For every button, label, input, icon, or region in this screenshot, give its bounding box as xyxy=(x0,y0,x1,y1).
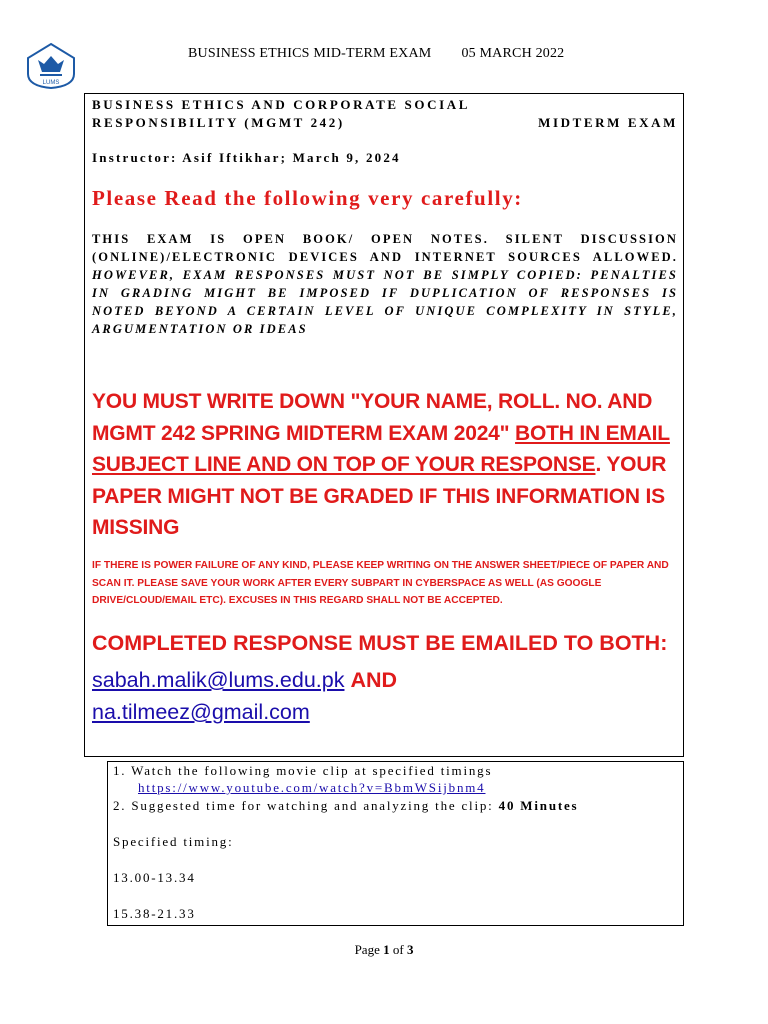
power-failure-notice: IF THERE IS POWER FAILURE OF ANY KIND, PLEASE KEEP WRITING ON THE ANSWER SHEET/PIECE OF PAPER AND SCAN IT. PLEASE SAVE YOUR WORK AFTER EVERY SUBPART IN CYBERSPACE AS WELL (AS GOOGLE DRIVE/CLOUD/EMAIL ETC). EXCUSES IN THIS REGARD SHALL NOT BE ACCEPTED. xyxy=(92,560,669,606)
rules-italic: HOWEVER, EXAM RESPONSES MUST NOT BE SIMPLY COPIED: PENALTIES IN GRADING MIGHT BE IMPOSED IF DUPLICATION OF RESPONSES IS NOTED BEYOND A CERTAIN LEVEL OF UNIQUE COMPLEXITY IN STYLE, ARGUMENTATION OR IDEAS xyxy=(92,268,678,336)
email-recipients xyxy=(92,664,397,728)
page-number: 1 xyxy=(383,942,390,957)
instructor-line: Instructor: Asif Iftikhar; March 9, 2024 xyxy=(92,150,401,165)
page-word: Page xyxy=(354,942,384,957)
of-word: of xyxy=(389,942,407,957)
question-item-2 xyxy=(113,798,578,814)
completed-response-heading: COMPLETED RESPONSE MUST BE EMAILED TO BOTH: xyxy=(92,631,668,655)
read-carefully-heading: Please Read the following very carefully: xyxy=(92,186,523,210)
course-title xyxy=(92,96,678,132)
must-write-part-1: YOU MUST WRITE DOWN "YOUR NAME, ROLL. NO. AND MGMT 242 SPRING MIDTERM EXAM 2024" xyxy=(92,390,653,445)
email-link-2[interactable]: na.tilmeez@gmail.com xyxy=(92,700,310,724)
timing-label: Specified timing: xyxy=(113,834,234,849)
exam-type: MIDTERM EXAM xyxy=(538,115,678,130)
must-write-notice xyxy=(92,386,684,544)
page-footer xyxy=(0,942,768,958)
must-write-part-2: . YOUR PAPER MIGHT NOT BE GRADED IF THIS INFORMATION IS MISSING xyxy=(92,453,667,539)
email-link-1[interactable]: sabah.malik@lums.edu.pk xyxy=(92,668,345,692)
header-title: BUSINESS ETHICS MID-TERM EXAM xyxy=(188,46,432,61)
course-line-1: BUSINESS ETHICS AND CORPORATE SOCIAL xyxy=(92,97,470,112)
video-link[interactable]: https://www.youtube.com/watch?v=BbmWSijbnm4 xyxy=(138,780,486,795)
rules-plain: THIS EXAM IS OPEN BOOK/ OPEN NOTES. SILENT DISCUSSION (ONLINE)/ELECTRONIC DEVICES AND INTERNET SOURCES ALLOWED. xyxy=(92,232,678,264)
must-write-underlined: BOTH IN EMAIL SUBJECT LINE AND ON TOP OF YOUR RESPONSE xyxy=(92,421,670,476)
exam-rules xyxy=(92,230,678,338)
timing-1: 13.00-13.34 xyxy=(113,870,196,885)
question-item-2-duration: 40 Minutes xyxy=(498,798,579,813)
course-line-2: RESPONSIBILITY (MGMT 242) xyxy=(92,115,345,130)
lums-logo xyxy=(22,40,80,90)
instructions-box xyxy=(84,93,684,757)
page-header xyxy=(188,46,564,62)
logo-text: LUMS xyxy=(42,80,60,86)
timing-2: 15.38-21.33 xyxy=(113,906,196,921)
question-item-2-text: 2. Suggested time for watching and analyzing the clip: xyxy=(113,798,499,813)
question-box xyxy=(107,761,684,926)
email-and: AND xyxy=(350,668,398,692)
question-item-1: 1. Watch the following movie clip at specified timings xyxy=(113,763,493,778)
header-date: 05 MARCH 2022 xyxy=(461,46,565,61)
page-total: 3 xyxy=(406,942,414,957)
